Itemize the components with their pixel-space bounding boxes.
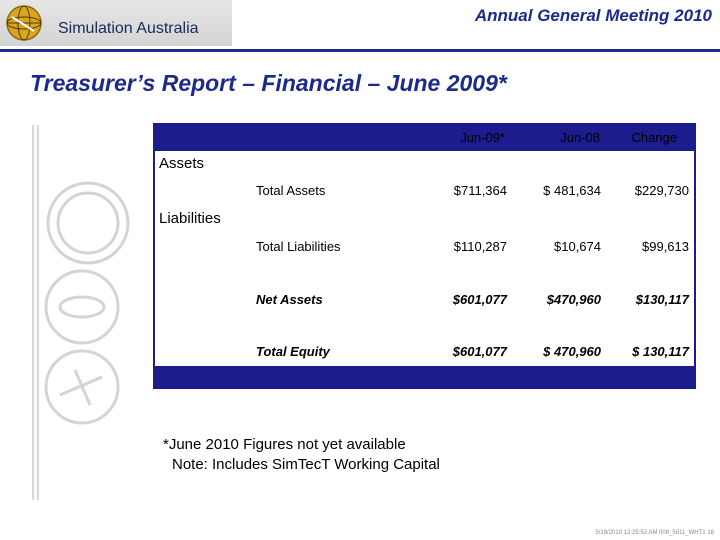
header-logo-bar (0, 0, 232, 46)
cell-total-equity-jun08: $ 470,960 (543, 344, 601, 359)
org-name: Simulation Australia (58, 20, 199, 37)
cell-total-liabilities-jun08: $10,674 (554, 239, 601, 254)
cell-total-assets-change: $229,730 (634, 183, 689, 198)
vertical-stripes (33, 125, 38, 500)
col-header-change: Change (631, 130, 677, 145)
cell-net-assets-jun08: $470,960 (546, 292, 601, 307)
decorative-ring-3 (46, 351, 118, 423)
col-header-jun08: Jun-08 (560, 130, 600, 145)
table-footer-bar (153, 366, 696, 389)
financial-table (153, 123, 696, 389)
meeting-title: Annual General Meeting 2010 (474, 6, 712, 25)
cell-total-liabilities-change: $99,613 (642, 239, 689, 254)
table-header-bar (153, 123, 696, 151)
cell-net-assets-change: $130,117 (635, 292, 689, 307)
table-border-right (694, 151, 696, 366)
table-border-left (153, 151, 155, 366)
row-label-total-equity: Total Equity (256, 344, 330, 359)
decorative-emblems (30, 125, 130, 500)
globe-logo-icon (4, 3, 44, 43)
cell-total-assets-jun08: $ 481,634 (543, 183, 601, 198)
cell-total-assets-jun09: $711,364 (453, 183, 507, 198)
cell-net-assets-jun09: $601,077 (452, 292, 507, 307)
decorative-ring-2 (46, 271, 118, 343)
slide-footer: 5/19/2010 12:25:52 AM 008_5811_WHT1 18 (595, 530, 714, 536)
cell-total-equity-change: $ 130,117 (632, 344, 689, 359)
header-divider (0, 49, 720, 52)
footnote-line-1: *June 2010 Figures not yet available (163, 436, 406, 453)
cell-total-equity-jun09: $601,077 (452, 344, 507, 359)
section-assets: Assets (159, 155, 205, 172)
footnote-line-2: Note: Includes SimTecT Working Capital (172, 456, 440, 473)
section-liabilities: Liabilities (159, 210, 221, 227)
col-header-jun09: Jun-09* (460, 130, 505, 145)
cell-total-liabilities-jun09: $110,287 (453, 239, 507, 254)
row-label-total-assets: Total Assets (256, 183, 326, 198)
row-label-net-assets: Net Assets (256, 292, 323, 307)
row-label-total-liabilities: Total Liabilities (256, 239, 341, 254)
slide-title: Treasurer’s Report – Financial – June 2009* (30, 70, 507, 96)
decorative-ring-1 (48, 183, 128, 263)
